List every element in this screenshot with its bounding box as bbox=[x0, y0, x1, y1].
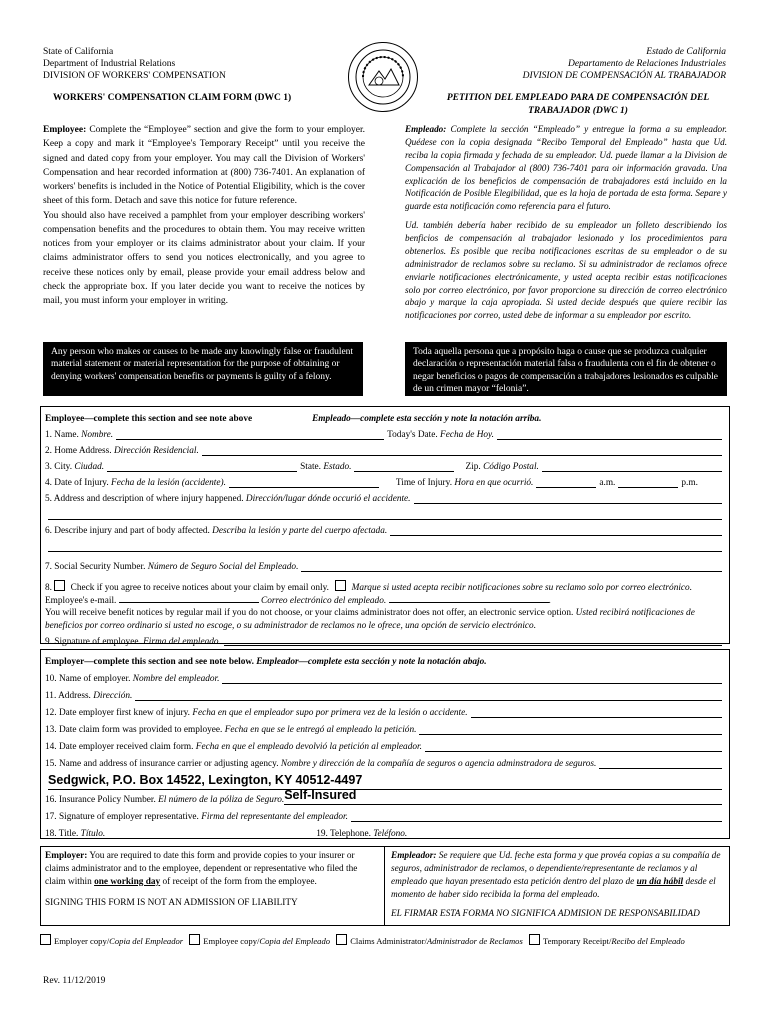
copy-employer[interactable] bbox=[40, 936, 183, 946]
intro-es-lead: Empleado: bbox=[405, 124, 447, 134]
employer-note-text-2-es: desde el momento de haber sido recibida la forma del empleado. bbox=[391, 877, 716, 901]
injury-place-input-2[interactable] bbox=[48, 519, 722, 520]
employee-email-label-es: Correo electrónico del empleado. bbox=[261, 595, 387, 606]
copy-claims-admin-label-es: Administrador de Reclamos bbox=[426, 936, 523, 946]
employer-note-box bbox=[40, 846, 730, 926]
field-employer-address-row bbox=[45, 686, 725, 703]
field-email-block: 8. Check if you agree to receive notices about your claim by email only. Marque si usted acepta recibir notificaciones sobre su reclamo solo por correo electrónico. Employee's e-mail. Correo electrónico del empleado. . bbox=[45, 580, 725, 607]
employer-heading-en: Employer—complete this section and see note below. bbox=[45, 657, 254, 668]
intro-en bbox=[43, 123, 365, 308]
copy-employee-label: Employee copy/ bbox=[203, 936, 260, 946]
employer-note-divider bbox=[384, 847, 385, 925]
field-form-received-row bbox=[45, 737, 725, 754]
todays-date-label-es: Fecha de Hoy. bbox=[440, 430, 494, 441]
form-provided-label: 13. Date claim form was provided to employee. bbox=[45, 725, 223, 736]
field-employer-name-row bbox=[45, 669, 725, 686]
zip-label-es: Código Postal. bbox=[483, 462, 539, 473]
insurer-label: 15. Name and address of insurance carrier or adjusting agency. bbox=[45, 759, 279, 770]
policy-label: 16. Insurance Policy Number. bbox=[45, 795, 156, 806]
employee-email-input-es[interactable] bbox=[389, 602, 549, 603]
injury-desc-input[interactable] bbox=[390, 535, 722, 536]
home-address-input[interactable] bbox=[202, 455, 722, 456]
employee-email-input[interactable] bbox=[119, 602, 259, 603]
telephone-label: 19. Telephone. bbox=[316, 829, 371, 840]
copy-distribution bbox=[40, 934, 730, 948]
email-num: 8. bbox=[45, 583, 52, 593]
copy-temp-receipt-label-es: Recibo del Empleado bbox=[611, 936, 685, 946]
form-received-input[interactable] bbox=[425, 751, 722, 752]
field-name-row bbox=[45, 426, 725, 442]
intro-en-p1 bbox=[43, 123, 365, 209]
ssn-input[interactable] bbox=[301, 571, 722, 572]
intro-es-p1 bbox=[405, 123, 727, 213]
insurer-label-es: Nombre y dirección de la compañía de seguros o agencia adminstradora de seguros. bbox=[280, 759, 597, 770]
intro-en-p1-text: Complete the “Employee” section and give the form to your employer. Keep a copy and mark it “Employee's Temporary Receipt” until you receive the signed and dated copy from your employer. You may call the Division of Workers' Compensation and hear recorded information at (800) 736-7401. An explanation of workers' benefits is included in the Notice of Potential Eligibility, which is the cover sheet of this form. Detach and save this notice for future reference. bbox=[43, 125, 366, 207]
copy-claims-admin-label: Claims Administrator/ bbox=[350, 936, 427, 946]
policy-value[interactable]: Self-Insured bbox=[284, 788, 357, 803]
employer-note-lead: Employer: bbox=[45, 851, 88, 861]
copy-employer-checkbox[interactable] bbox=[40, 934, 51, 945]
field-form-provided-row bbox=[45, 720, 725, 737]
copy-employer-label: Employer copy/ bbox=[54, 936, 110, 946]
copy-employer-label-es: Copia del Empleador bbox=[109, 936, 184, 946]
employer-note-text-1-es: Se requiere que Ud. feche esta forma y que provéa copias a su compañía de seguros, administrador de reclamos, o dependiente/representante de reclamos y al empleado que hayan presentado esta petición dentro del plazo de bbox=[391, 851, 721, 888]
employer-name-input[interactable] bbox=[222, 683, 722, 684]
intro-es-p1-text: Complete la sección “Empleado” y entregue la forma a su empleador. Quédese con la copia designada “Recibo Temporal del Empleado” hasta que Ud. reciba la copia firmada y fechada de su empleador. Ud. puede llamar a la Division de Compensación al Trabajador al (800) 736-7401 para oir información gravada. Una explicación de los beneficios de compensación de trabajadores está incluido en la Notificación de Posible Elegibilidad, que es la hoja de portada de esta forma. Separe y guarde esta notificación como referencia para el futuro. bbox=[405, 124, 727, 212]
field-title-row bbox=[45, 824, 725, 841]
employer-address-label-es: Dirección. bbox=[93, 691, 133, 702]
copy-claims-admin[interactable] bbox=[336, 936, 523, 946]
copy-temp-receipt-checkbox[interactable] bbox=[529, 934, 540, 945]
knew-injury-label: 12. Date employer first knew of injury. bbox=[45, 708, 191, 719]
city-input[interactable] bbox=[107, 471, 297, 472]
knew-injury-input[interactable] bbox=[471, 717, 722, 718]
title-label: 18. Title. bbox=[45, 829, 79, 840]
telephone-label-es: Teléfono. bbox=[373, 829, 408, 840]
injury-place-input[interactable] bbox=[414, 503, 723, 504]
employee-signature-label-es: Firma del empleado. bbox=[143, 636, 221, 647]
header-department: Department of Industrial Relations bbox=[43, 58, 176, 69]
revision-date: Rev. 11/12/2019 bbox=[43, 976, 106, 986]
injury-time-pm-input[interactable] bbox=[618, 487, 678, 488]
insurer-input[interactable] bbox=[599, 768, 722, 769]
employer-section bbox=[40, 649, 730, 839]
injury-place-label-es: Dirección/lugar dónde occurió el accidente. bbox=[245, 494, 411, 505]
zip-input[interactable] bbox=[542, 471, 722, 472]
field-signature-row bbox=[45, 632, 725, 648]
employer-liability-en: SIGNING THIS FORM IS NOT AN ADMISSION OF LIABILITY bbox=[45, 898, 298, 909]
copy-employee-checkbox[interactable] bbox=[189, 934, 200, 945]
city-label: 3. City. bbox=[45, 462, 73, 473]
email-note bbox=[45, 607, 725, 632]
employee-heading bbox=[45, 410, 725, 426]
field-injury-place-row bbox=[45, 490, 725, 506]
injury-time-am-input[interactable] bbox=[536, 487, 596, 488]
form-provided-label-es: Fecha en que se le entregó al empleado la petición. bbox=[224, 725, 417, 736]
warning-es: Toda aquella persona que a propósito haga o cause que se produzca cualquier declaración o representación material falsa o fraudulenta con el fin de obtener o negar beneficios o pagos de compensación a trabajadores lesionados es culpable de un crimen mayor “felonia”. bbox=[405, 342, 727, 396]
header-state: State of California bbox=[43, 47, 114, 57]
employer-address-label: 11. Address. bbox=[45, 691, 91, 702]
employee-signature-label: 9. Signature of employee. bbox=[45, 636, 141, 647]
copy-employee-label-es: Copia del Empleado bbox=[259, 936, 331, 946]
insurer-value[interactable]: Sedgwick, P.O. Box 14522, Lexington, KY 40512-4497 bbox=[48, 773, 363, 788]
employer-note-text-1: You are required to date this form and provide copies to your insurer or claims administrator and to the employee, dependent or representative who filed the claim within bbox=[45, 851, 358, 888]
intro-es-p2: Ud. también debería haber recibido de su empleador un folleto describiendo los benficios de compensación al trabajador lesionado y los procedimientos para obtenerlos. Es posible que reciba notificaciones escritas de su empleador o de su administrador de reclamos sobre su reclamo. Si su administrador de reclamos ofrece enviarle notificaciones electrónicamente, y usted acepta recibir estas notificaciones solo por correo electrónico, por favor proporcione su dirección de correo electrónico abajo y marque la caja apropiada. Si usted decide después que quiere recibir las notificaciones por correo, usted debe de informar a su empleador por escrito. bbox=[405, 220, 727, 321]
email-only-checkbox[interactable] bbox=[54, 580, 65, 591]
ssn-label: 7. Social Security Number. bbox=[45, 562, 146, 573]
header-departamento: Departamento de Relaciones Industriales bbox=[567, 58, 726, 69]
email-note-es: Usted recibirá notificaciones de beneficios por correo ordinario si usted no escoge, o su administrador de reclamos no le ofrece, una opción de servicio electrónico. bbox=[45, 608, 695, 631]
header-division-es: DIVISION DE COMPENSACIÓN AL TRABAJADOR bbox=[522, 70, 726, 81]
title-label-es: Título. bbox=[80, 829, 106, 840]
form-received-label: 14. Date employer received claim form. bbox=[45, 742, 194, 753]
employer-note-deadline: one working day bbox=[94, 877, 161, 888]
field-address-row bbox=[45, 442, 725, 458]
header-division: DIVISION OF WORKERS' COMPENSATION bbox=[43, 70, 226, 81]
city-label-es: Ciudad. bbox=[74, 462, 105, 473]
injury-desc-line2 bbox=[45, 538, 725, 554]
policy-input[interactable] bbox=[284, 787, 722, 805]
field-injury-desc-row bbox=[45, 522, 725, 538]
employee-section bbox=[40, 406, 730, 647]
employer-note-lead-es: Empleador: bbox=[391, 851, 437, 861]
injury-desc-input-2[interactable] bbox=[48, 551, 722, 552]
employer-address-input[interactable] bbox=[135, 700, 722, 701]
todays-date-input[interactable] bbox=[497, 439, 722, 440]
field-knew-injury-row bbox=[45, 703, 725, 720]
knew-injury-label-es: Fecha en que el empleador supo por primera vez de la lesión o accidente. bbox=[192, 708, 468, 719]
employer-note-es bbox=[391, 850, 725, 921]
state-input[interactable] bbox=[354, 471, 454, 472]
form-title-es: PETITION DEL EMPLEADO PARA DE COMPENSACIÓN DEL TRABAJADOR (DWC 1) bbox=[446, 93, 710, 116]
todays-date-label: Today's Date. bbox=[387, 430, 438, 441]
header-right bbox=[470, 47, 726, 83]
employer-heading bbox=[45, 653, 725, 669]
injury-time-label: Time of Injury. bbox=[395, 478, 453, 489]
form-title-en: WORKERS' COMPENSATION CLAIM FORM (DWC 1) bbox=[53, 93, 292, 103]
field-rep-signature-row bbox=[45, 807, 725, 824]
field-ssn-row bbox=[45, 554, 725, 574]
employer-note-deadline-es: un día hábil bbox=[636, 877, 684, 888]
email-only-label: Check if you agree to receive notices about your claim by email only. bbox=[70, 583, 329, 593]
injury-time-label-es: Hora en que ocurrió. bbox=[454, 478, 534, 489]
injury-date-label: 4. Date of Injury. bbox=[45, 478, 109, 489]
employee-signature-input[interactable] bbox=[224, 645, 722, 646]
field-city-row bbox=[45, 458, 725, 474]
warning-en: Any person who makes or causes to be made any knowingly false or fraudulent material statement or material representation for the purpose of obtaining or denying workers' compensation benefits or payments is guilty of a felony. bbox=[43, 342, 363, 396]
employer-name-label: 10. Name of employer. bbox=[45, 674, 131, 685]
copy-employee[interactable] bbox=[189, 936, 330, 946]
state-label-es: Estado. bbox=[323, 462, 352, 473]
rep-signature-label: 17. Signature of employer representative. bbox=[45, 812, 199, 823]
intro-en-p2: You should also have received a pamphlet from your employer describing workers' compensation benefits and the procedures to obtain them. You may receive written notices from your employer or its claims administrator about your claim. If your claims administrator offers to send you notices electronically, and you agree to receive these notices only by email, please provide your email address below and check the appropriate box. If you later decide you want to receive the notices by mail, you must inform your employer in writing. bbox=[43, 210, 365, 306]
field-policy-row bbox=[45, 790, 725, 807]
intro-en-lead: Employee: bbox=[43, 125, 87, 135]
employer-heading-es: Empleador—complete esta sección y note la notación abajo. bbox=[256, 657, 487, 668]
email-only-checkbox-es[interactable] bbox=[335, 580, 346, 591]
injury-desc-label: 6. Describe injury and part of body affected. bbox=[45, 526, 210, 537]
header-left bbox=[43, 47, 273, 83]
home-address-label-es: Dirección Residencial. bbox=[113, 446, 199, 457]
employer-liability-es: EL FIRMAR ESTA FORMA NO SIGNIFICA ADMISION DE RESPONSABILIDAD bbox=[391, 909, 700, 920]
rep-signature-input[interactable] bbox=[351, 821, 722, 822]
employer-note-text-2: of receipt of the form from the employee. bbox=[162, 877, 317, 888]
form-received-label-es: Fecha en que el empleado devolvió la petición al empleador. bbox=[195, 742, 422, 753]
ssn-label-es: Número de Seguro Social del Empleado. bbox=[147, 562, 299, 573]
employee-heading-es: Empleado—complete esta sección y note la notación arriba. bbox=[312, 414, 542, 425]
pm-label: p.m. bbox=[681, 478, 698, 489]
zip-label: Zip. bbox=[465, 462, 481, 473]
copy-temp-receipt-label: Temporary Receipt/ bbox=[542, 936, 612, 946]
field-name-label-es: Nombre. bbox=[81, 430, 114, 441]
field-injury-date-row bbox=[45, 474, 725, 490]
policy-label-es: El número de la póliza de Seguro. bbox=[158, 795, 285, 806]
state-label: State. bbox=[300, 462, 321, 473]
header-estado: Estado de California bbox=[646, 47, 726, 57]
home-address-label: 2. Home Address. bbox=[45, 446, 112, 457]
employee-heading-en: Employee—complete this section and see note above bbox=[45, 414, 253, 425]
field-name-label: 1. Name. bbox=[45, 430, 79, 441]
injury-date-label-es: Fecha de la lesión (accidente). bbox=[111, 478, 226, 489]
copy-temp-receipt[interactable] bbox=[529, 936, 685, 946]
employer-name-label-es: Nombre del empleador. bbox=[132, 674, 220, 685]
state-seal-icon bbox=[348, 42, 418, 112]
telephone-input[interactable] bbox=[410, 838, 722, 839]
rep-signature-label-es: Firma del representante del empleador. bbox=[201, 812, 348, 823]
email-only-label-es: Marque si usted acepta recibir notificaciones sobre su reclamo solo por correo electrónico. bbox=[351, 583, 693, 593]
field-insurer-row bbox=[45, 754, 725, 771]
seal-graphic bbox=[349, 43, 417, 111]
injury-place-line2 bbox=[45, 506, 725, 522]
employer-note-en bbox=[45, 850, 375, 910]
email-note-en: You will receive benefit notices by regular mail if you do not choose, or your claims administrator does not offer, an electronic service option. bbox=[45, 608, 574, 619]
copy-claims-admin-checkbox[interactable] bbox=[336, 934, 347, 945]
injury-desc-label-es: Describa la lesión y parte del cuerpo afectada. bbox=[212, 526, 388, 537]
injury-date-input[interactable] bbox=[229, 487, 379, 488]
employee-email-label: Employee's e-mail. bbox=[45, 595, 117, 606]
am-label: a.m. bbox=[599, 478, 616, 489]
form-provided-input[interactable] bbox=[419, 734, 722, 735]
injury-place-label: 5. Address and description of where injury happened. bbox=[45, 494, 244, 505]
employee-name-input[interactable] bbox=[116, 439, 384, 440]
title-input[interactable] bbox=[108, 838, 313, 839]
intro-es bbox=[405, 123, 727, 322]
